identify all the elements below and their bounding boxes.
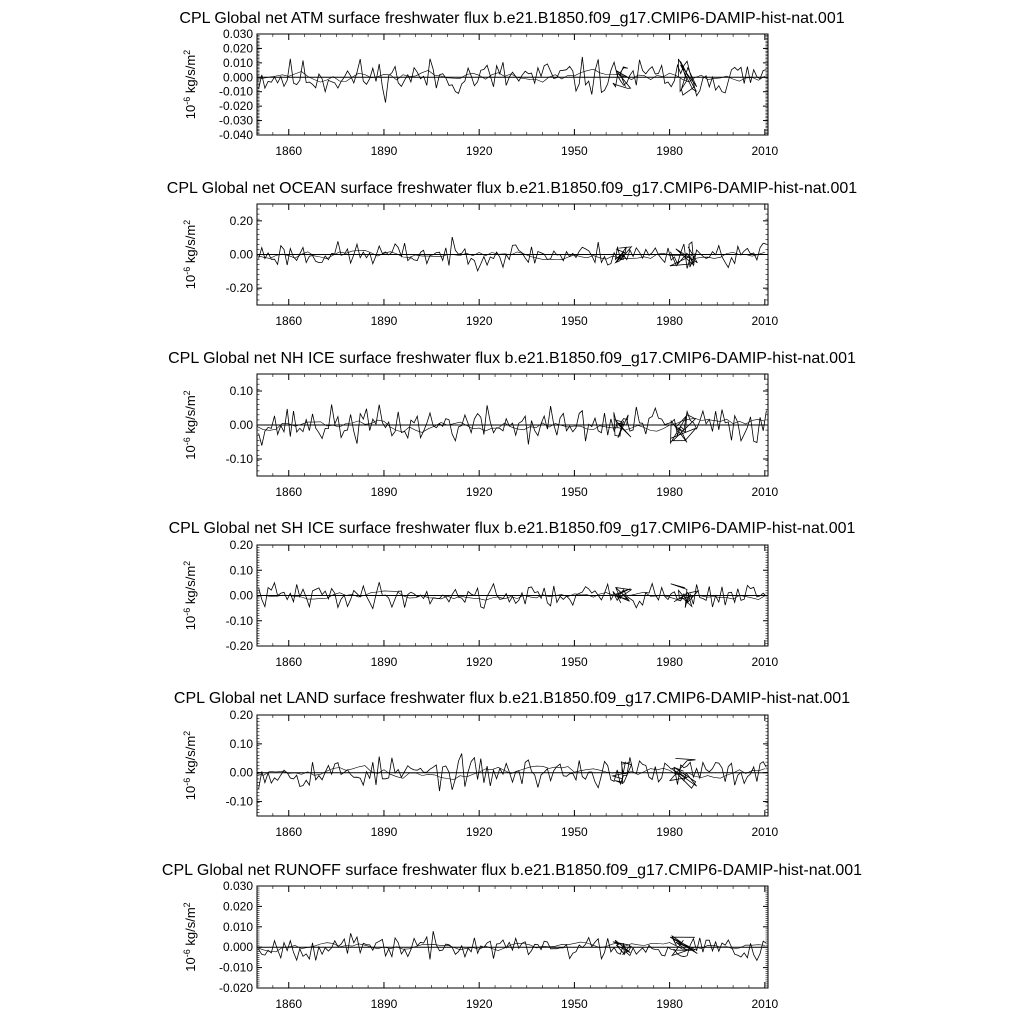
y-tick-label: 0.00 — [229, 247, 253, 262]
y-tick-label: -0.020 — [218, 99, 253, 114]
x-tick-label: 1860 — [275, 314, 303, 328]
y-axis-label: $10^{-6}$ $kg/s/m^2$ — [182, 902, 198, 972]
y-tick-label: 0.00 — [229, 418, 253, 432]
x-tick-label: 1890 — [370, 825, 398, 839]
x-tick-label: 1920 — [465, 485, 493, 499]
y-tick-label: 0.20 — [229, 708, 253, 722]
x-tick-label: 1860 — [275, 485, 303, 499]
x-tick-label: 1890 — [370, 144, 398, 158]
y-tick-label: 0.010 — [222, 55, 253, 70]
series-line — [259, 931, 767, 960]
x-tick-label: 2010 — [751, 485, 779, 499]
y-tick-label: 0.030 — [222, 27, 253, 41]
x-tick-label: 1980 — [656, 825, 683, 839]
x-tick-label: 1860 — [275, 655, 303, 669]
y-axis-label: $10^{-6}$ $kg/s/m^2$ — [182, 49, 198, 120]
y-tick-label: -0.010 — [218, 960, 253, 975]
x-tick-label: 1920 — [465, 825, 493, 839]
y-axis-label: $10^{-6}$ $kg/s/m^2$ — [182, 730, 198, 801]
y-tick-label: 0.00 — [229, 765, 253, 780]
chart-title: CPL Global net LAND surface freshwater flux b.e21.B1850.f09_g17.CMIP6-DAMIP-hist-nat.001 — [173, 690, 851, 707]
x-tick-label: 1890 — [370, 997, 398, 1011]
y-tick-label: 0.20 — [229, 213, 253, 228]
x-tick-label: 2010 — [751, 655, 779, 669]
chart-title: CPL Global net RUNOFF surface freshwater flux b.e21.B1850.f09_g17.CMIP6-DAMIP-hist-nat.001 — [161, 862, 863, 879]
x-tick-label: 2010 — [751, 825, 779, 839]
x-tick-label: 1980 — [656, 655, 683, 669]
y-tick-label: -0.20 — [225, 639, 253, 653]
y-tick-label: 0.10 — [229, 736, 253, 751]
chart-title: CPL Global net SH ICE surface freshwater flux b.e21.B1850.f09_g17.CMIP6-DAMIP-hist-nat.001 — [168, 520, 856, 537]
y-tick-label: 0.020 — [222, 41, 253, 56]
chart-title: CPL Global net OCEAN surface freshwater flux b.e21.B1850.f09_g17.CMIP6-DAMIP-hist-nat.001 — [166, 180, 858, 197]
y-tick-label: -0.040 — [218, 128, 253, 142]
y-tick-label: -0.020 — [218, 981, 253, 995]
x-tick-label: 1920 — [465, 314, 493, 328]
y-tick-label: -0.20 — [225, 281, 253, 296]
chart-title: CPL Global net NH ICE surface freshwater flux b.e21.B1850.f09_g17.CMIP6-DAMIP-hist-nat.001 — [168, 350, 856, 367]
x-tick-label: 2010 — [751, 997, 779, 1011]
y-tick-label: 0.000 — [222, 940, 253, 955]
y-tick-label: 0.00 — [229, 588, 253, 603]
x-tick-label: 2010 — [751, 144, 779, 158]
x-tick-label: 1980 — [656, 144, 683, 158]
y-tick-label: 0.020 — [222, 899, 253, 914]
x-tick-label: 1920 — [465, 144, 493, 158]
chart-title: CPL Global net ATM surface freshwater flux b.e21.B1850.f09_g17.CMIP6-DAMIP-hist-nat.001 — [179, 10, 845, 27]
x-tick-label: 1950 — [561, 997, 588, 1011]
x-tick-label: 1980 — [656, 997, 683, 1011]
y-tick-label: -0.10 — [225, 794, 253, 809]
x-tick-label: 1980 — [656, 314, 683, 328]
y-axis-label: $10^{-6}$ $kg/s/m^2$ — [182, 560, 198, 631]
x-tick-label: 1860 — [275, 825, 303, 839]
y-tick-label: -0.010 — [218, 84, 253, 99]
y-tick-label: 0.000 — [222, 70, 253, 85]
x-tick-label: 1920 — [465, 997, 493, 1011]
x-tick-label: 1980 — [656, 485, 683, 499]
y-tick-label: -0.10 — [225, 452, 253, 466]
x-tick-label: 1920 — [465, 655, 493, 669]
y-tick-label: 0.10 — [229, 384, 253, 398]
y-tick-label: -0.030 — [218, 113, 253, 128]
y-axis-label: $10^{-6}$ $kg/s/m^2$ — [182, 219, 198, 290]
x-tick-label: 1860 — [275, 997, 303, 1011]
y-tick-label: -0.10 — [225, 613, 253, 628]
y-tick-label: 0.20 — [229, 538, 253, 552]
x-tick-label: 2010 — [751, 314, 779, 328]
x-tick-label: 1890 — [370, 485, 398, 499]
y-axis-label: $10^{-6}$ $kg/s/m^2$ — [182, 390, 198, 460]
x-tick-label: 1950 — [561, 314, 588, 328]
x-tick-label: 1950 — [561, 825, 588, 839]
x-tick-label: 1890 — [370, 314, 398, 328]
x-tick-label: 1950 — [561, 144, 588, 158]
x-tick-label: 1860 — [275, 144, 303, 158]
y-tick-label: 0.10 — [229, 563, 253, 578]
y-tick-label: 0.030 — [222, 879, 253, 893]
x-tick-label: 1950 — [561, 485, 588, 499]
x-tick-label: 1950 — [561, 655, 588, 669]
x-tick-label: 1890 — [370, 655, 398, 669]
y-tick-label: 0.010 — [222, 919, 253, 934]
